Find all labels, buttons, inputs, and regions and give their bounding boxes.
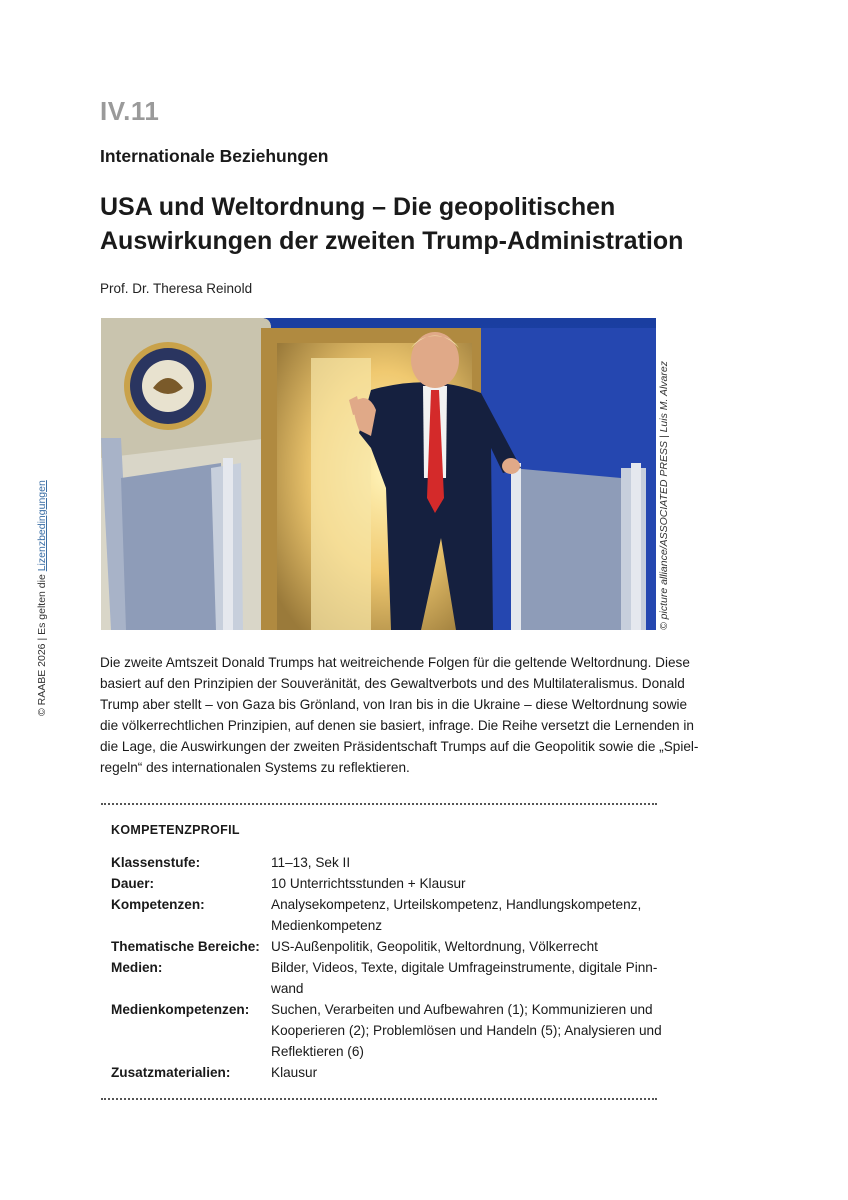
- title-line: USA und Weltordnung – Die geopolitischen: [100, 193, 616, 221]
- title-line: Auswirkungen der zweiten Trump-Administration: [100, 227, 684, 255]
- intro-line: die völkerrechtlichen Prinzipien, auf denen sie basiert, infrage. Die Reihe versetzt die Lernenden in: [100, 718, 694, 733]
- profile-row: [111, 936, 651, 957]
- copyright-notice: [36, 476, 52, 716]
- divider-top: [101, 803, 657, 805]
- photo-credit: © picture alliance/ASSOCIATED PRESS | Luis M. Alvarez: [658, 361, 670, 630]
- profile-value-line: Analysekompetenz, Urteilskompetenz, Handlungskompetenz,: [271, 897, 642, 912]
- profile-value-line: Reflektieren (6): [271, 1044, 364, 1059]
- profile-value: [271, 957, 657, 999]
- profile-label: Thematische Bereiche:: [111, 939, 260, 954]
- profile-value: [271, 873, 651, 894]
- profile-row: [111, 957, 658, 999]
- profile-value-line: Kooperieren (2); Problemlösen und Handeln (5); Analysieren und: [271, 1023, 662, 1038]
- profile-value-line: Bilder, Videos, Texte, digitale Umfrageinstrumente, digitale Pinn-: [271, 960, 658, 975]
- profile-value: [271, 999, 662, 1062]
- intro-paragraph: [100, 652, 699, 778]
- profile-value-line: Medienkompetenz: [271, 918, 383, 933]
- profile-label: Medienkompetenzen:: [111, 1002, 250, 1017]
- profile-label: Medien:: [111, 960, 163, 975]
- divider-bottom: [101, 1098, 657, 1100]
- intro-line: Die zweite Amtszeit Donald Trumps hat weitreichende Folgen für die geltende Weltordnung. Diese: [100, 655, 690, 670]
- page-title: [100, 190, 700, 258]
- profile-label: Dauer:: [111, 876, 155, 891]
- profile-value-line: US-Außenpolitik, Geopolitik, Weltordnung, Völkerrecht: [271, 939, 598, 954]
- profile-value-line: Suchen, Verarbeiten und Aufbewahren (1); Kommunizieren und: [271, 1002, 653, 1017]
- intro-line: regeln“ des internationalen Systems zu reflektieren.: [100, 760, 410, 775]
- profile-value: [271, 936, 651, 957]
- license-link[interactable]: Lizenzbedingungen: [36, 480, 48, 572]
- profile-value: [271, 852, 651, 873]
- category-heading: Internationale Beziehungen: [100, 146, 329, 166]
- profile-value-line: wand: [271, 981, 304, 996]
- section-code: IV.11: [100, 96, 160, 126]
- intro-line: die Lage, die Auswirkungen der zweiten Präsidentschaft Trumps auf die Geopolitik sowie die „Spiel-: [100, 739, 699, 754]
- profile-value: [271, 1062, 651, 1083]
- profile-row: [111, 873, 651, 894]
- intro-line: basiert auf den Prinzipien der Souveränität, des Gewaltverbots und des Multilateralismus. Donald: [100, 676, 685, 691]
- profile-value-line: Klausur: [271, 1065, 318, 1080]
- profile-row: [111, 894, 651, 936]
- profile-row: [111, 1062, 651, 1083]
- profile-value: [271, 894, 651, 936]
- profile-label: Kompetenzen:: [111, 897, 205, 912]
- cover-photo: [101, 318, 656, 630]
- author: Prof. Dr. Theresa Reinold: [100, 281, 253, 296]
- profile-label: Zusatzmaterialien:: [111, 1065, 231, 1080]
- copyright-text: © RAABE 2026 | Es gelten die: [36, 571, 48, 716]
- profile-row: [111, 852, 651, 873]
- profile-label: Klassenstufe:: [111, 855, 201, 870]
- profile-heading: KOMPETENZPROFIL: [111, 823, 240, 837]
- intro-line: Trump aber stellt – von Gaza bis Grönland, von Iran bis in die Ukraine – diese Weltordnung sowie: [100, 697, 688, 712]
- profile-row: [111, 999, 662, 1062]
- profile-value-line: 10 Unterrichtsstunden + Klausur: [271, 876, 466, 891]
- profile-value-line: 11–13, Sek II: [271, 855, 351, 870]
- profile-table: [111, 852, 662, 1083]
- cover-photo-illustration: [101, 318, 656, 630]
